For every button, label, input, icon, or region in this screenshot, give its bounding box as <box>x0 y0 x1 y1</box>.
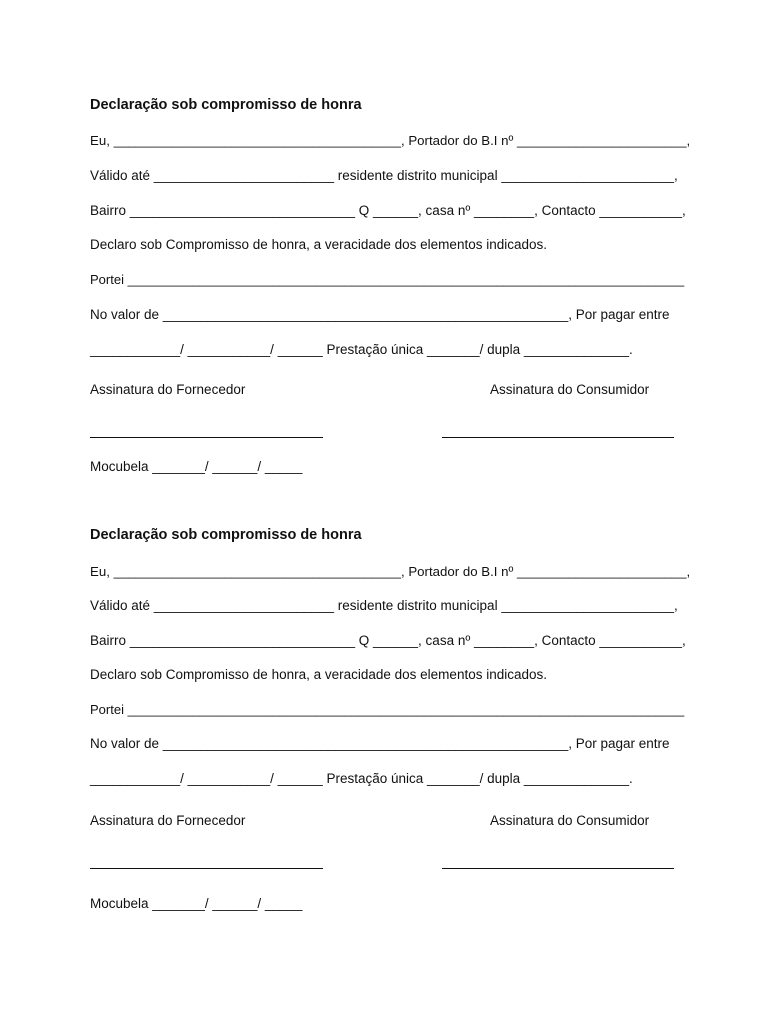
supplier-signature-line <box>90 868 323 869</box>
supplier-signature-line <box>90 437 323 438</box>
form-line-declaration: Declaro sob Compromisso de honra, a veracidade dos elementos indicados. <box>90 667 547 682</box>
consumer-signature-label: Assinatura do Consumidor <box>490 382 650 397</box>
form-line-name-id: Eu, _______________________________________, Portador do B.I nº _______________________, <box>90 133 691 148</box>
supplier-signature-label: Assinatura do Fornecedor <box>90 813 246 828</box>
consumer-signature-line <box>442 868 674 869</box>
form-line-declaration: Declaro sob Compromisso de honra, a veracidade dos elementos indicados. <box>90 237 547 252</box>
form-line-payment-dates: ____________/ ___________/ ______ Prestação única _______/ dupla ______________. <box>90 342 633 357</box>
form-title: Declaração sob compromisso de honra <box>90 527 362 543</box>
form-line-validity-residence: Válido até ________________________ residente distrito municipal _______________________, <box>90 598 678 613</box>
form-line-portei: Portei _____________________________________________________________________________ <box>90 702 685 717</box>
form-line-portei: Portei _____________________________________________________________________________ <box>90 272 685 287</box>
form-title: Declaração sob compromisso de honra <box>90 97 362 113</box>
supplier-signature-label: Assinatura do Fornecedor <box>90 382 246 397</box>
form-line-validity-residence: Válido até ________________________ residente distrito municipal _______________________, <box>90 168 678 183</box>
place-date-line: Mocubela _______/ ______/ _____ <box>90 896 303 911</box>
form-line-value: No valor de ______________________________________________________, Por pagar entre <box>90 307 670 322</box>
consumer-signature-label: Assinatura do Consumidor <box>490 813 650 828</box>
form-line-value: No valor de ______________________________________________________, Por pagar entre <box>90 736 670 751</box>
form-line-address-contact: Bairro ______________________________ Q ______, casa nº ________, Contacto ___________, <box>90 203 686 218</box>
form-line-name-id: Eu, _______________________________________, Portador do B.I nº _______________________, <box>90 564 691 579</box>
form-line-address-contact: Bairro ______________________________ Q ______, casa nº ________, Contacto ___________, <box>90 633 686 648</box>
form-line-payment-dates: ____________/ ___________/ ______ Prestação única _______/ dupla ______________. <box>90 771 633 786</box>
place-date-line: Mocubela _______/ ______/ _____ <box>90 459 303 474</box>
consumer-signature-line <box>442 437 674 438</box>
